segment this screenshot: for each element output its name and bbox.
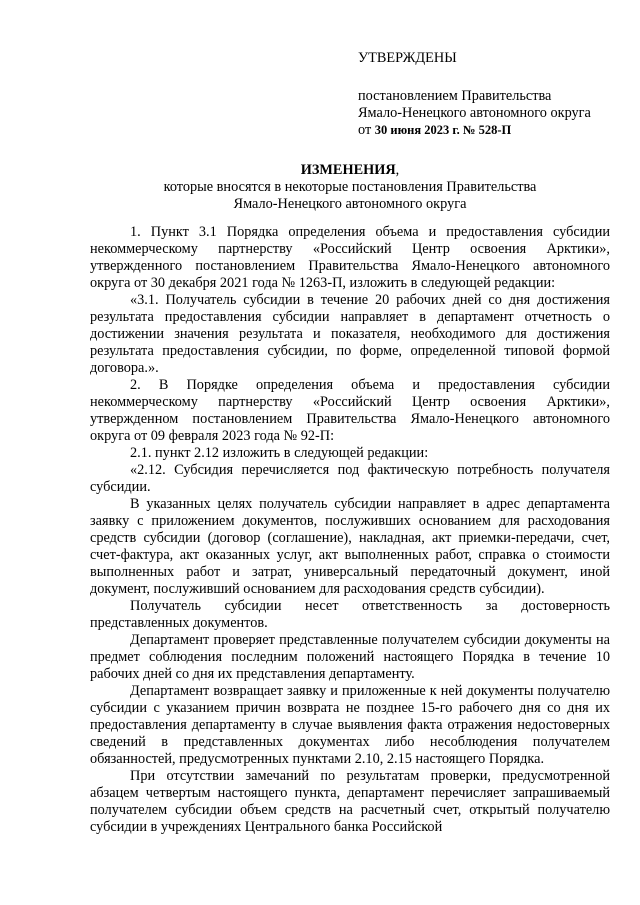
title-punctuation: , bbox=[395, 162, 400, 178]
document-subtitle-2: Ямало-Ненецкого автономного округа bbox=[233, 196, 467, 212]
approval-date-line bbox=[358, 122, 628, 139]
paragraph: «3.1. Получатель субсидии в течение 20 рабочих дней со дня достижения результата предоставления субсидии направляет в департамент отчетность о достижении значения результата и показателя, необходимого для достижения результата предоставления субсидии, по форме, определенной типовой формой договора.». bbox=[90, 292, 610, 376]
paragraph: Департамент проверяет представленные получателем субсидии документы на предмет соблюдения последним положений настоящего Порядка в течение 10 рабочих дней со дня их представления департаменту. bbox=[90, 632, 610, 682]
paragraph: Департамент возвращает заявку и приложенные к ней документы получателю субсидии с указанием причин возврата не позднее 15-го рабочего дня со дня их предоставления департаменту в случае выявления факта отражения недостоверных сведений в представленных документах либо несоблюдения получателем обязанностей, предусмотренных пунктами 2.10, 2.15 настоящего Порядка. bbox=[90, 683, 610, 767]
approved-stamp: УТВЕРЖДЕНЫ bbox=[358, 50, 457, 66]
approval-line-2: Ямало-Ненецкого автономного округа bbox=[358, 105, 591, 121]
paragraph: Получатель субсидии несет ответственность за достоверность представленных документов. bbox=[90, 598, 610, 631]
document-heading bbox=[90, 162, 610, 213]
paragraph: При отсутствии замечаний по результатам проверки, предусмотренной абзацем четвертым настоящего пункта, департамент перечисляет запрашиваемый получателем субсидии объем средств на расчетный счет, открытый получателю субсидии в учреждениях Центрального банка Российской bbox=[90, 768, 610, 835]
approval-line-1: постановлением Правительства bbox=[358, 88, 552, 104]
decree-date-number: 30 июня 2023 г. № 528-П bbox=[374, 123, 512, 137]
date-prefix: от bbox=[358, 122, 372, 138]
paragraph: 2. В Порядке определения объема и предоставления субсидии некоммерческому партнерству «Российский Центр освоения Арктики», утвержденном постановлением Правительства Ямало-Ненецкого автономного округа от 09 февраля 2023 года № 92-П: bbox=[90, 377, 610, 444]
paragraph: В указанных целях получатель субсидии направляет в адрес департамента заявку с приложением документов, послуживших основанием для расходования средств субсидии (договор (соглашение), накладная, акт приемки-передачи, счет, счет-фактура, акт оказанных услуг, акт выполненных работ, справка о стоимости выполненных работ и затрат, универсальный передаточный документ, иной документ, послуживший основанием для расходования средств субсидии). bbox=[90, 496, 610, 597]
document-body bbox=[90, 224, 610, 836]
document-subtitle-1: которые вносятся в некоторые постановления Правительства bbox=[163, 179, 537, 195]
heading-title-line bbox=[90, 162, 610, 179]
paragraph: 2.1. пункт 2.12 изложить в следующей редакции: bbox=[130, 445, 429, 461]
document-title: ИЗМЕНЕНИЯ bbox=[300, 162, 396, 178]
approval-block bbox=[358, 50, 628, 139]
paragraph: 1. Пункт 3.1 Порядка определения объема и предоставления субсидии некоммерческому партнерству «Российский Центр освоения Арктики», утвержденного постановлением Правительства Ямало-Ненецкого автономного округа от 30 декабря 2021 года № 1263-П, изложить в следующей редакции: bbox=[90, 224, 610, 291]
paragraph: «2.12. Субсидия перечисляется под фактическую потребность получателя субсидии. bbox=[90, 462, 610, 495]
